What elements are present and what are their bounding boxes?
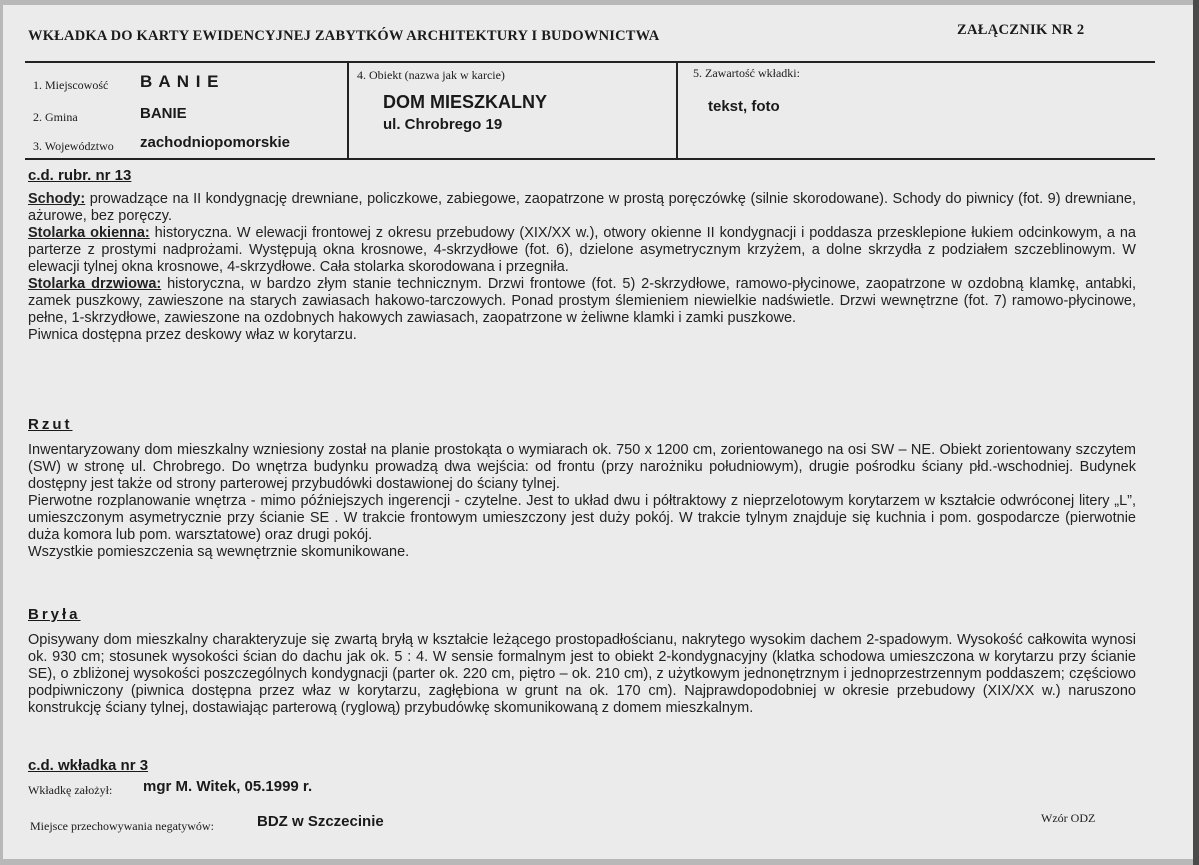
stairs-text: prowadzące na II kondygnację drewniane, policzkowe, zabiegowe, zaopatrzone w prostą poręczówkę (silnie skorodowane). Schody do piwnicy (fot. 9) drewniane, ażurowe, bez poręczy. bbox=[28, 191, 1136, 224]
field-object-label: 4. Obiekt (nazwa jak w karcie) bbox=[357, 68, 505, 82]
negatives-storage-value: BDZ w Szczecinie bbox=[257, 813, 384, 830]
section-13-text bbox=[28, 191, 1136, 344]
plan-paragraph-3: Wszystkie pomieszczenia są wewnętrznie skomunikowane. bbox=[28, 544, 410, 560]
cellar-text: Piwnica dostępna przez deskowy właz w korytarzu. bbox=[28, 327, 357, 343]
fields-top-rule bbox=[25, 61, 1155, 63]
windows-text: historyczna. W elewacji frontowej z okresu przebudowy (XIX/XX w.), otwory okienne II kondygnacji i poddasza przesklepione łukiem odcinkowym, a na parterze z prostymi nadprożami. Występują okna krosnowe, 4-skrzydłowe (fot. 6), dzielone asymetrycznym krzyżem, a dolne skrzydła z podziałem szczeblinowym. W elewacji tylnej okna krosnowe, 4-skrzydłowe. Cała stolarka skorodowana i przegniła. bbox=[28, 225, 1136, 275]
fields-divider-2 bbox=[676, 62, 678, 158]
field-commune-label: 2. Gmina bbox=[33, 110, 78, 124]
mass-paragraph-1: Opisywany dom mieszkalny charakteryzuje się zwartą bryłą w kształcie leżącego prostopadłościanu, nakrytego wysokim dachem 2-spadowym. Wysokość całkowita wynosi ok. 930 cm; stosunek wysokości ścian do dachu jak ok. 5 : 4. W sensie formalnym jest to obiekt 2-kondygnacyjny (klatka schodowa umieszczona w korytarzu przy ścianie SE), o zbliżonej wysokości poszczególnych kondygnacji (parter ok. 220 cm, piętro – ok. 210 cm), z użytkowym jednonętrznym i jednoprzestrzennym poddaszem; częściowo podpiwniczony (piwnica dostępna przez właz w korytarzu, zagłębiona w grunt na ok. 170 cm). Najprawdopodobniej w okresie przebudowy (XIX/XX w.) naruszono konstrukcję ściany tylnej, dostawiając parterową (ryglową) przybudówkę skomunikowaną z domem mieszkalnym. bbox=[28, 632, 1136, 716]
form-title: WKŁADKA DO KARTY EWIDENCYJNEJ ZABYTKÓW ARCHITEKTURY I BUDOWNICTWA bbox=[28, 28, 660, 44]
field-commune-value: BANIE bbox=[140, 105, 187, 122]
field-contents-value: tekst, foto bbox=[708, 98, 780, 115]
fields-bottom-rule bbox=[25, 158, 1155, 160]
plan-paragraph-2: Pierwotne rozplanowanie wnętrza - mimo późniejszych ingerencji - czytelne. Jest to układ dwu i półtraktowy z nieprzelotowym korytarzem w kształcie odwróconej litery „L”, umieszczonym asymetrycznie przy ścianie SE . W trakcie frontowym umieszczony jest duży pokój. W trakcie tylnym znajduje się kuchnia i pom. gospodarcze (pierwotnie duża komora lub pom. warsztatowe) oraz drugi pokój. bbox=[28, 493, 1136, 543]
doors-label: Stolarka drzwiowa: bbox=[28, 276, 162, 292]
mass-text bbox=[28, 632, 1136, 717]
plan-paragraph-1: Inwentaryzowany dom mieszkalny wzniesiony został na planie prostokąta o wymiarach ok. 750 x 1200 cm, zorientowanego na osi SW – NE. Obiekt zorientowany szczytem (SW) w stronę ul. Chrobrego. Do wnętrza budynku prowadzą dwa wejścia: od frontu (przy narożniku południowym), drugie pośrodku ściany płd.-wschodniej. Budynek dostępny jest także od strony parterowej przybudówki dostawionej do ściany tylnej. bbox=[28, 442, 1136, 492]
plan-heading: Rzut bbox=[28, 416, 73, 433]
mass-heading: Bryła bbox=[28, 606, 81, 623]
doors-text: historyczna, w bardzo złym stanie technicznym. Drzwi frontowe (fot. 5) 2-skrzydłowe, ramowo-płycinowe, zaopatrzone w ozdobną klamkę, antabki, zamek puszkowy, zawieszone na starych zawiasach hakowo-tarczowych. Ponad prostym ślemieniem niewielkie nadświetle. Drzwi wewnętrzne (fot. 7) ramowo-płycinowe, pełne, 1-skrzydłowe, zawieszone na ozdobnych hakowych zawiasach, zaopatrzone w żeliwne klamki i zamki puszkowe. bbox=[28, 276, 1136, 326]
author-label: Wkładkę założył: bbox=[28, 783, 113, 797]
field-voivodeship-value: zachodniopomorskie bbox=[140, 134, 291, 151]
stairs-label: Schody: bbox=[28, 191, 86, 207]
field-contents-label: 5. Zawartość wkładki: bbox=[693, 66, 800, 80]
next-insert-note: c.d. wkładka nr 3 bbox=[28, 757, 149, 774]
continuation-heading: c.d. rubr. nr 13 bbox=[28, 167, 132, 184]
form-template-mark: Wzór ODZ bbox=[1041, 811, 1096, 825]
author-value: mgr M. Witek, 05.1999 r. bbox=[143, 778, 313, 795]
field-locality-label: 1. Miejscowość bbox=[33, 78, 109, 92]
fields-divider-1 bbox=[347, 62, 349, 158]
field-object-address: ul. Chrobrego 19 bbox=[383, 116, 503, 133]
annex-number: ZAŁĄCZNIK NR 2 bbox=[957, 22, 1085, 38]
field-locality-value: B A N I E bbox=[140, 72, 220, 91]
field-object-name: DOM MIESZKALNY bbox=[383, 92, 547, 112]
plan-text bbox=[28, 442, 1136, 561]
negatives-storage-label: Miejsce przechowywania negatywów: bbox=[30, 819, 214, 833]
card-edge-shadow bbox=[1193, 0, 1199, 865]
field-voivodeship-label: 3. Województwo bbox=[33, 139, 114, 153]
windows-label: Stolarka okienna: bbox=[28, 225, 150, 241]
